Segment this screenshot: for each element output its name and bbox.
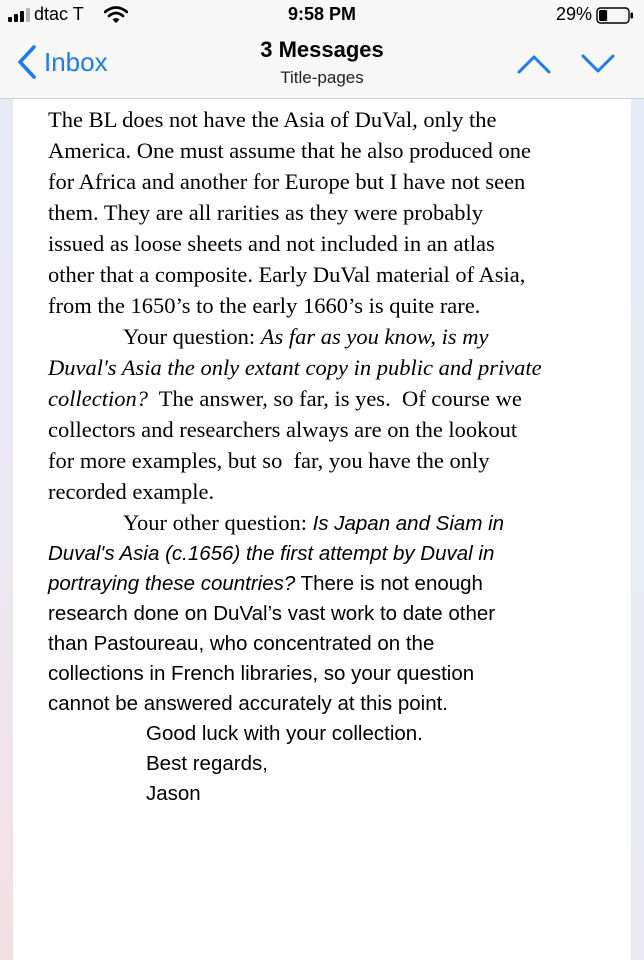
question-text: Duval's Asia (c.1656) the first attempt by Duval in [48, 542, 495, 565]
text-line: from the 1650’s to the early 1660’s is quite rare. [48, 293, 481, 318]
text-line: collectors and researchers always are on the lookout [48, 417, 518, 442]
text-line [48, 569, 608, 599]
paragraph-3-lead-line [48, 507, 608, 539]
question-lead: Your other question: [123, 510, 313, 535]
battery-percent: 29% [555, 4, 592, 24]
message-body [48, 104, 608, 809]
question-text: As far as you know, is my [260, 324, 489, 349]
text-line [48, 383, 608, 414]
text-line: other that a composite. Early DuVal material of Asia, [48, 262, 526, 287]
carrier-name: dtac T [34, 4, 84, 24]
question-text: Is Japan and Siam in [312, 512, 505, 535]
signature: Jason [146, 782, 201, 805]
text-line: than Pastoureau, who concentrated on the [48, 632, 435, 655]
text-line: collections in French libraries, so your question [48, 662, 475, 685]
status-bar [0, 0, 644, 30]
paragraph-3 [48, 539, 608, 719]
question-text: portraying these countries? [48, 572, 296, 595]
clock: 9:58 PM [287, 4, 357, 24]
back-label: Inbox [44, 46, 108, 77]
text-line [48, 507, 608, 539]
text-line: issued as loose sheets and not included in an atlas [48, 231, 495, 256]
text-line: cannot be answered accurately at this point. [48, 692, 448, 715]
question-text: Duval's Asia the only extant copy in public and private [48, 355, 542, 380]
text-line [48, 321, 608, 352]
text-line: research done on DuVal’s vast work to date other [48, 602, 496, 625]
background-edge-right [631, 99, 644, 960]
thread-subject: Title-pages [280, 68, 364, 87]
question-lead: Your question: [123, 324, 261, 349]
closing-line: Best regards, [146, 752, 268, 775]
closing-line: Good luck with your collection. [146, 722, 423, 745]
signoff [48, 719, 608, 809]
answer-text: The answer, so far, is yes. Of course we [147, 386, 522, 411]
answer-text: There is not enough [295, 572, 483, 595]
text-line: The BL does not have the Asia of DuVal, only the [48, 107, 497, 132]
paragraph-1 [48, 104, 608, 321]
previous-message-button[interactable] [516, 48, 552, 78]
thread-title: 3 Messages [260, 37, 384, 62]
text-line: recorded example. [48, 479, 215, 504]
next-message-button[interactable] [580, 48, 616, 78]
text-line: for more examples, but so far, you have the only [48, 448, 490, 473]
background-edge-left [0, 99, 13, 960]
text-line: for Africa and another for Europe but I have not seen [48, 169, 526, 194]
text-line: America. One must assume that he also produced one [48, 138, 531, 163]
text-line: them. They are all rarities as they were probably [48, 200, 484, 225]
navigation-bar [0, 30, 644, 99]
question-text: collection? [48, 386, 148, 411]
battery-icon [596, 7, 634, 24]
paragraph-2 [48, 321, 608, 507]
